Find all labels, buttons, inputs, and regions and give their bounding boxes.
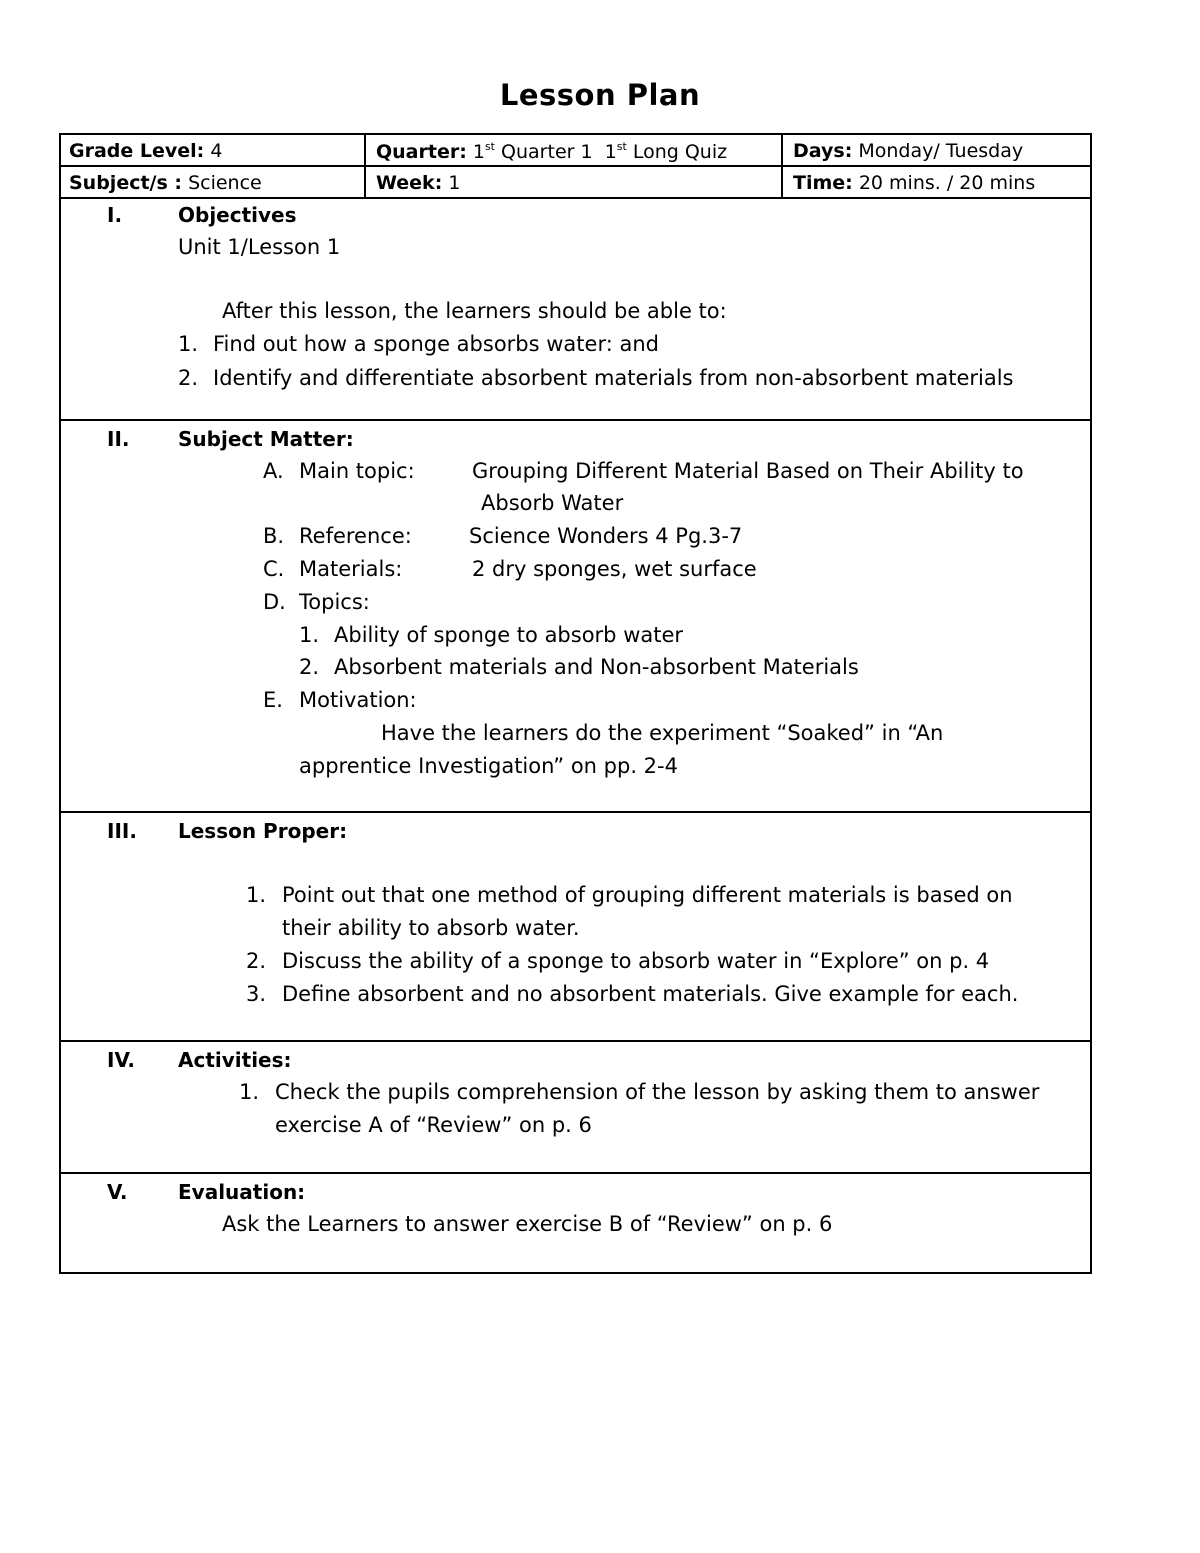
- evaluation-heading: Evaluation:: [178, 1180, 306, 1204]
- quarter-sup-2: st: [616, 140, 627, 153]
- topic-item-text: Absorbent materials and Non-absorbent Materials: [334, 655, 859, 679]
- activity-item-text-continued: exercise A of “Review” on p. 6: [275, 1113, 592, 1137]
- lesson-proper-heading: Lesson Proper:: [178, 819, 348, 843]
- evaluation-text: Ask the Learners to answer exercise B of “Review” on p. 6: [222, 1212, 833, 1236]
- subject-matter-section: [61, 421, 1090, 813]
- quarter-text-2: Long Quiz: [626, 141, 728, 163]
- motivation-label: Motivation:: [299, 688, 417, 712]
- quarter-num-2: 1: [604, 141, 617, 163]
- topic-item-number: 1.: [299, 623, 320, 647]
- quarter-sup-1: st: [484, 140, 495, 153]
- activity-item-text: Check the pupils comprehension of the lesson by asking them to answer: [275, 1080, 1040, 1104]
- lesson-item-text: Discuss the ability of a sponge to absorb water in “Explore” on p. 4: [282, 949, 990, 973]
- motivation-text-line-2: apprentice Investigation” on pp. 2-4: [299, 754, 678, 778]
- lesson-proper-numeral: III.: [107, 819, 137, 843]
- lesson-plan-table: [59, 133, 1092, 1274]
- header-row-1: [59, 133, 1092, 165]
- activities-section: [61, 1042, 1090, 1174]
- objective-item-text: Find out how a sponge absorbs water: and: [213, 332, 659, 356]
- main-topic-letter: A.: [263, 459, 284, 483]
- lesson-item-number: 3.: [246, 982, 267, 1006]
- quarter-label: Quarter:: [376, 141, 467, 163]
- objective-item-number: 1.: [178, 332, 199, 356]
- lesson-proper-section: [61, 813, 1090, 1042]
- objectives-unit: Unit 1/Lesson 1: [178, 235, 341, 259]
- objectives-intro: After this lesson, the learners should be able to:: [222, 299, 727, 323]
- time-cell: [783, 167, 1092, 197]
- topic-item-number: 2.: [299, 655, 320, 679]
- quarter-cell: [366, 135, 783, 165]
- grade-level-label: Grade Level:: [69, 140, 205, 162]
- lesson-item-text-continued: their ability to absorb water.: [282, 916, 580, 940]
- main-topic-value-line-1: Grouping Different Material Based on Their Ability to: [472, 459, 1024, 483]
- main-topic-label: Main topic:: [299, 459, 415, 483]
- week-label: Week:: [376, 172, 443, 194]
- quarter-text-1: Quarter 1: [495, 141, 605, 163]
- objectives-section: [61, 199, 1090, 421]
- lesson-item-number: 2.: [246, 949, 267, 973]
- evaluation-numeral: V.: [107, 1180, 128, 1204]
- reference-label: Reference:: [299, 524, 412, 548]
- page-title: Lesson Plan: [499, 78, 701, 112]
- materials-letter: C.: [263, 557, 285, 581]
- motivation-letter: E.: [263, 688, 283, 712]
- time-value: 20 mins. / 20 mins: [858, 172, 1036, 194]
- lesson-item-text: Point out that one method of grouping different materials is based on: [282, 883, 1013, 907]
- subject-label: Subject/s :: [69, 172, 183, 194]
- lesson-item-number: 1.: [246, 883, 267, 907]
- activities-numeral: IV.: [107, 1048, 135, 1072]
- subject-matter-heading: Subject Matter:: [178, 427, 354, 451]
- evaluation-section: [61, 1174, 1090, 1272]
- reference-value: Science Wonders 4 Pg.3-7: [469, 524, 743, 548]
- activities-heading: Activities:: [178, 1048, 292, 1072]
- lesson-item-text: Define absorbent and no absorbent materials. Give example for each.: [282, 982, 1019, 1006]
- objectives-heading: Objectives: [178, 203, 297, 227]
- materials-value: 2 dry sponges, wet surface: [472, 557, 757, 581]
- header-row-2: [59, 165, 1092, 199]
- days-cell: [783, 135, 1092, 165]
- materials-label: Materials:: [299, 557, 403, 581]
- quarter-num-1: 1: [472, 141, 485, 163]
- time-label: Time:: [793, 172, 853, 194]
- days-value: Monday/ Tuesday: [858, 140, 1024, 162]
- grade-level-cell: [59, 135, 366, 165]
- objective-item-text: Identify and differentiate absorbent materials from non-absorbent materials: [213, 366, 1014, 390]
- grade-level-value: 4: [210, 140, 223, 162]
- days-label: Days:: [793, 140, 853, 162]
- activity-item-number: 1.: [239, 1080, 260, 1104]
- objectives-numeral: I.: [107, 203, 123, 227]
- objective-item-number: 2.: [178, 366, 199, 390]
- topic-item-text: Ability of sponge to absorb water: [334, 623, 684, 647]
- topics-letter: D.: [263, 590, 286, 614]
- subject-cell: [59, 167, 366, 197]
- week-value: 1: [448, 172, 461, 194]
- subject-matter-numeral: II.: [107, 427, 130, 451]
- main-topic-value-line-2: Absorb Water: [481, 491, 624, 515]
- subject-value: Science: [188, 172, 262, 194]
- week-cell: [366, 167, 783, 197]
- reference-letter: B.: [263, 524, 285, 548]
- topics-label: Topics:: [299, 590, 370, 614]
- motivation-text-line-1: Have the learners do the experiment “Soaked” in “An: [381, 721, 944, 745]
